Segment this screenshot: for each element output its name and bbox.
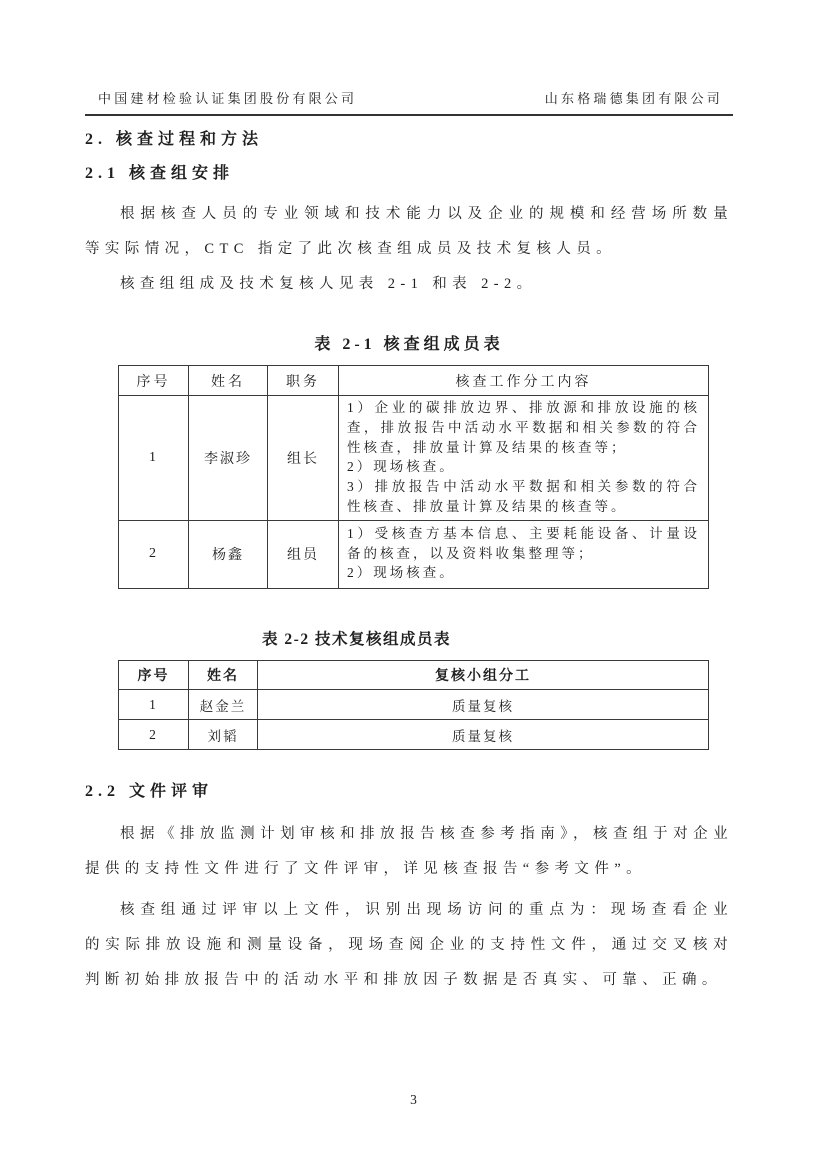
reviewer-name: 赵金兰 bbox=[189, 690, 258, 720]
member-name: 杨鑫 bbox=[189, 520, 268, 588]
duty-line: 2）现场核查。 bbox=[347, 565, 456, 581]
table-row bbox=[119, 690, 709, 720]
table-2-1-header-role: 职务 bbox=[268, 366, 339, 396]
section-2-1-paragraph-1: 根据核查人员的专业领域和技术能力以及企业的规模和经营场所数量等实际情况，CTC 指定了此次核查组成员及技术复核人员。 bbox=[85, 206, 733, 257]
reviewer-duty: 质量复核 bbox=[258, 690, 709, 720]
duty-line: 1）企业的碳排放边界、排放源和排放设施的核查，排放报告中活动水平数据和相关参数的符合性核查，排放量计算及结果的核查等； bbox=[347, 400, 700, 455]
table-2-1-header-duty: 核查工作分工内容 bbox=[339, 366, 709, 396]
verification-team-table bbox=[118, 365, 709, 589]
table-2-1-header-row bbox=[119, 366, 709, 396]
table-2-1-header-name: 姓名 bbox=[189, 366, 268, 396]
reviewer-no: 2 bbox=[119, 720, 189, 750]
table-row bbox=[119, 520, 709, 588]
header-company-left: 中国建材检验认证集团股份有限公司 bbox=[98, 91, 358, 106]
member-no: 2 bbox=[119, 520, 189, 588]
duty-line: 3）排放报告中活动水平数据和相关参数的符合性核查、排放量计算及结果的核查等。 bbox=[347, 479, 700, 514]
reviewer-no: 1 bbox=[119, 690, 189, 720]
table-2-2-header-name: 姓名 bbox=[189, 661, 258, 690]
reviewer-name: 刘韬 bbox=[189, 720, 258, 750]
page-header bbox=[85, 88, 733, 116]
member-no: 1 bbox=[119, 396, 189, 521]
table-2-2-header-no: 序号 bbox=[119, 661, 189, 690]
technical-review-team-table bbox=[118, 660, 709, 750]
document-page bbox=[85, 88, 733, 998]
section-2-1-paragraph-2: 核查组组成及技术复核人见表 2-1 和表 2-2。 bbox=[120, 276, 537, 292]
section-2-2-paragraph-2: 核查组通过评审以上文件，识别出现场访问的重点为：现场查看企业的实际排放设施和测量设备，现场查阅企业的支持性文件，通过交叉核对判断初始排放报告中的活动水平和排放因子数据是否真实、可靠、正确。 bbox=[85, 902, 733, 989]
member-role: 组长 bbox=[268, 396, 339, 521]
table-2-2-header-row bbox=[119, 661, 709, 690]
section-2-1-heading: 2.1 核查组安排 bbox=[85, 165, 235, 182]
table-2-2-header-duty: 复核小组分工 bbox=[258, 661, 709, 690]
duty-line: 1）受核查方基本信息、主要耗能设备、计量设备的核查，以及资料收集整理等； bbox=[347, 525, 700, 561]
table-2-1-title: 表 2-1 核查组成员表 bbox=[314, 336, 504, 353]
section-2-2-paragraph-1: 根据《排放监测计划审核和排放报告核查参考指南》，核查组于对企业提供的支持性文件进行了文件评审，详见核查报告“参考文件”。 bbox=[85, 826, 733, 878]
page-number: 3 bbox=[410, 1092, 417, 1107]
member-duty bbox=[339, 520, 709, 588]
reviewer-duty: 质量复核 bbox=[258, 720, 709, 750]
table-row bbox=[119, 396, 709, 521]
section-2-heading: 2. 核查过程和方法 bbox=[85, 131, 264, 148]
member-name: 李淑珍 bbox=[189, 396, 268, 521]
header-company-right: 山东格瑞德集团有限公司 bbox=[544, 91, 723, 106]
table-2-2-title: 表 2-2 技术复核组成员表 bbox=[262, 631, 451, 649]
section-2-2-heading: 2.2 文件评审 bbox=[85, 783, 214, 801]
member-duty bbox=[339, 396, 709, 521]
duty-line: 2）现场核查。 bbox=[347, 459, 456, 475]
table-2-1-header-no: 序号 bbox=[119, 366, 189, 396]
member-role: 组员 bbox=[268, 520, 339, 588]
table-row bbox=[119, 720, 709, 750]
